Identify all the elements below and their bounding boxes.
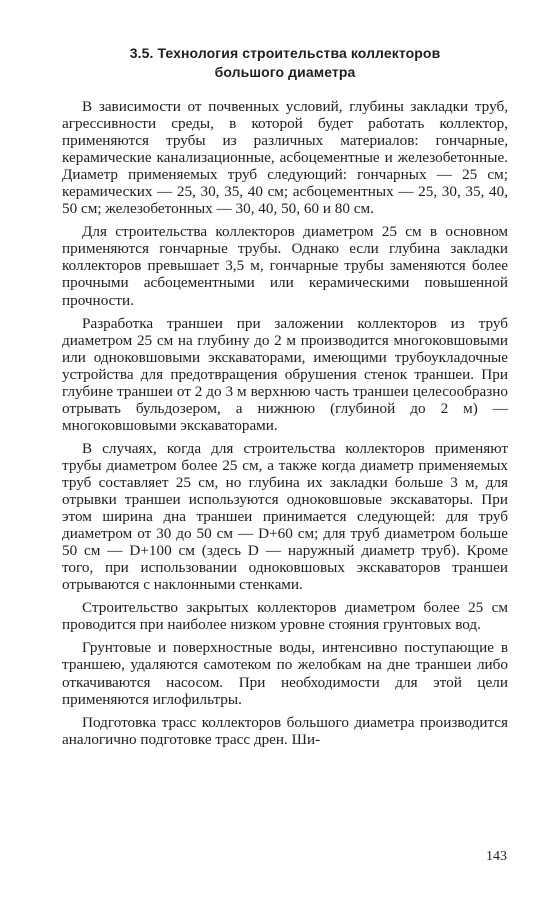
paragraph-water-removal: Грунтовые и поверхностные воды, интенсивно поступающие в траншею, удаляются самотеком по желобкам на дне траншеи либо откачиваются насосом. При необходимости для этой цели применяются иглофильтры. — [62, 639, 508, 708]
book-page — [62, 44, 508, 754]
paragraph-pipe-materials: В зависимости от почвенных условий, глубины закладки труб, агрессивности среды, в которой будет работать коллектор, применяются трубы из различных материалов: гончарные, керамические канализационные, асбоцементные и железобетонные. Диаметр применяемых труб следующий: гончарных — 25 см; керамических — 25, 30, 35, 40 см; асбоцементных — 25, 30, 35, 40, 50 см; железобетонных — 30, 40, 50, 60 и 80 см. — [62, 98, 508, 218]
page-number: 143 — [486, 849, 507, 864]
paragraph-single-bucket-excavators: В случаях, когда для строительства коллекторов применяют трубы диаметром более 25 см, а также когда диаметр применяемых труб составляет 25 см, но глубина их закладки больше 3 м, для отрывки траншеи используются одноковшовые экскаваторы. При этом ширина дна траншеи принимается следующей: для труб диаметром от 30 до 50 см — D+60 см; для труб диаметром больше 50 см — D+100 см (здесь D — наружный диаметр труб). Кроме того, при использовании одноковшовых экскаваторов траншеи отрываются с наклонными стенками. — [62, 439, 508, 594]
section-title-line-1: 3.5. Технология строительства коллекторов — [129, 45, 441, 61]
paragraph-groundwater-level: Строительство закрытых коллекторов диаметром более 25 см проводится при наиболее низком уровне стояния грунтовых вод. — [62, 599, 508, 634]
paragraph-trench-excavation: Разработка траншеи при заложении коллекторов из труб диаметром 25 см на глубину до 2 м производится многоковшовыми или одноковшовыми экскаваторами, имеющими трубоукладочные устройства для предотвращения обрушения стенок траншеи. При глубине траншеи от 2 до 3 м верхнюю часть траншеи целесообразно отрывать бульдозером, а нижнюю (глубиной до 2 м) — многоковшовыми экскаваторами. — [62, 314, 508, 434]
section-title-line-2: большого диаметра — [214, 64, 356, 80]
paragraph-route-preparation: Подготовка трасс коллекторов большого диаметра производится аналогично подготовке трасс дрен. Ши- — [62, 713, 508, 748]
paragraph-25cm-collectors: Для строительства коллекторов диаметром 25 см в основном применяются гончарные трубы. Однако если глубина закладки коллекторов превышает 3,5 м, гончарные трубы заменяются более прочными асбоцементными или керамическими повышенной прочности. — [62, 223, 508, 309]
section-title — [62, 44, 508, 82]
